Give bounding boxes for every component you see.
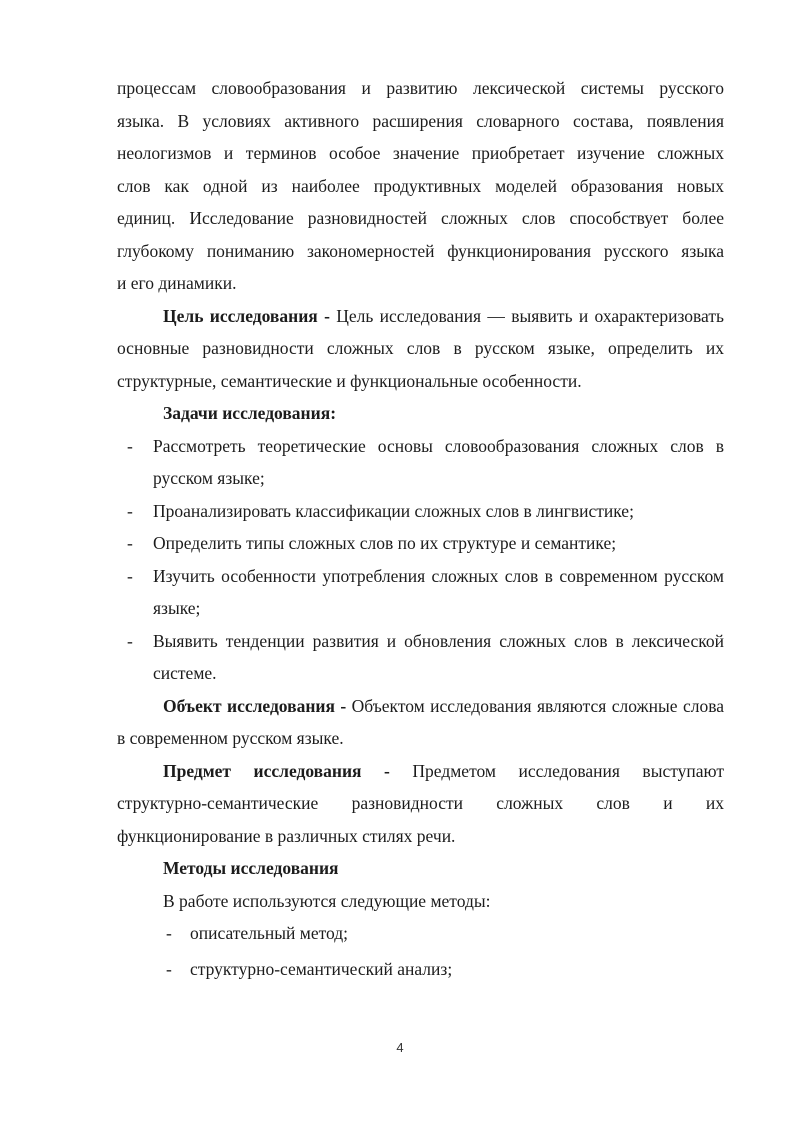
methods-intro: В работе используются следующие методы: bbox=[163, 890, 491, 911]
dash-bullet: - bbox=[127, 500, 133, 521]
intro-line: единиц. Исследование разновидностей сложных слов способствует более bbox=[117, 208, 724, 228]
intro-line: слов как одной из наиболее продуктивных моделей образования новых bbox=[117, 175, 724, 196]
object-paragraph bbox=[117, 690, 724, 755]
list-item-text: Выявить тенденции развития и обновления сложных слов в лексической системе. bbox=[153, 630, 724, 683]
object-text: Объектом исследования являются сложные слова в современном русском языке. bbox=[117, 695, 724, 748]
list-item bbox=[117, 953, 724, 989]
list-item bbox=[117, 527, 724, 560]
tasks-label: Задачи исследования: bbox=[163, 403, 337, 423]
intro-line: языка. В условиях активного расширения словарного состава, появления bbox=[117, 110, 724, 131]
intro-line: процессам словообразования и развитию лексической системы русского bbox=[117, 78, 724, 98]
intro-line: глубокому пониманию закономерностей функционирования русского языка bbox=[117, 240, 724, 261]
dash-bullet: - bbox=[127, 630, 133, 651]
intro-line: неологизмов и терминов особое значение приобретает изучение сложных bbox=[117, 143, 724, 163]
list-item-text: структурно-семантический анализ; bbox=[190, 959, 453, 979]
page-number: 4 bbox=[396, 1040, 404, 1055]
list-item bbox=[117, 917, 724, 953]
tasks-heading bbox=[163, 397, 724, 430]
page-content bbox=[117, 72, 724, 989]
dash-bullet: - bbox=[166, 959, 172, 979]
methods-list bbox=[117, 917, 724, 989]
goal-text: Цель исследования — выявить и охарактеризовать основные разновидности сложных слов в русском языке, определить их структурные, семантические и функциональные особенности. bbox=[117, 305, 725, 391]
tasks-list bbox=[117, 430, 724, 690]
subject-text: Предметом исследования выступают структурно-семантические разновидности сложных слов и их функционирование в различных стилях речи. bbox=[117, 760, 725, 846]
list-item bbox=[117, 495, 724, 528]
subject-paragraph bbox=[117, 755, 724, 853]
goal-paragraph bbox=[117, 300, 724, 398]
list-item bbox=[117, 430, 724, 495]
dash-bullet: - bbox=[127, 565, 133, 586]
list-item-text: Рассмотреть теоретические основы словообразования сложных слов в русском языке; bbox=[153, 435, 724, 488]
intro-line: и его динамики. bbox=[117, 273, 237, 293]
list-item-text: описательный метод; bbox=[190, 923, 349, 943]
dash-bullet: - bbox=[127, 435, 133, 456]
object-label: Объект исследования - bbox=[163, 695, 347, 716]
subject-label: Предмет исследования - bbox=[163, 760, 390, 781]
list-item-text: Определить типы сложных слов по их структуре и семантике; bbox=[153, 533, 617, 553]
dash-bullet: - bbox=[127, 533, 133, 553]
intro-paragraph bbox=[117, 72, 724, 300]
goal-label: Цель исследования - bbox=[163, 305, 330, 326]
list-item-text: Проанализировать классификации сложных слов в лингвистике; bbox=[153, 500, 634, 521]
list-item bbox=[117, 625, 724, 690]
dash-bullet: - bbox=[166, 923, 172, 943]
list-item-text: Изучить особенности употребления сложных слов в современном русском языке; bbox=[153, 565, 724, 618]
list-item bbox=[117, 560, 724, 625]
methods-heading bbox=[163, 852, 724, 885]
methods-label: Методы исследования bbox=[163, 858, 339, 878]
